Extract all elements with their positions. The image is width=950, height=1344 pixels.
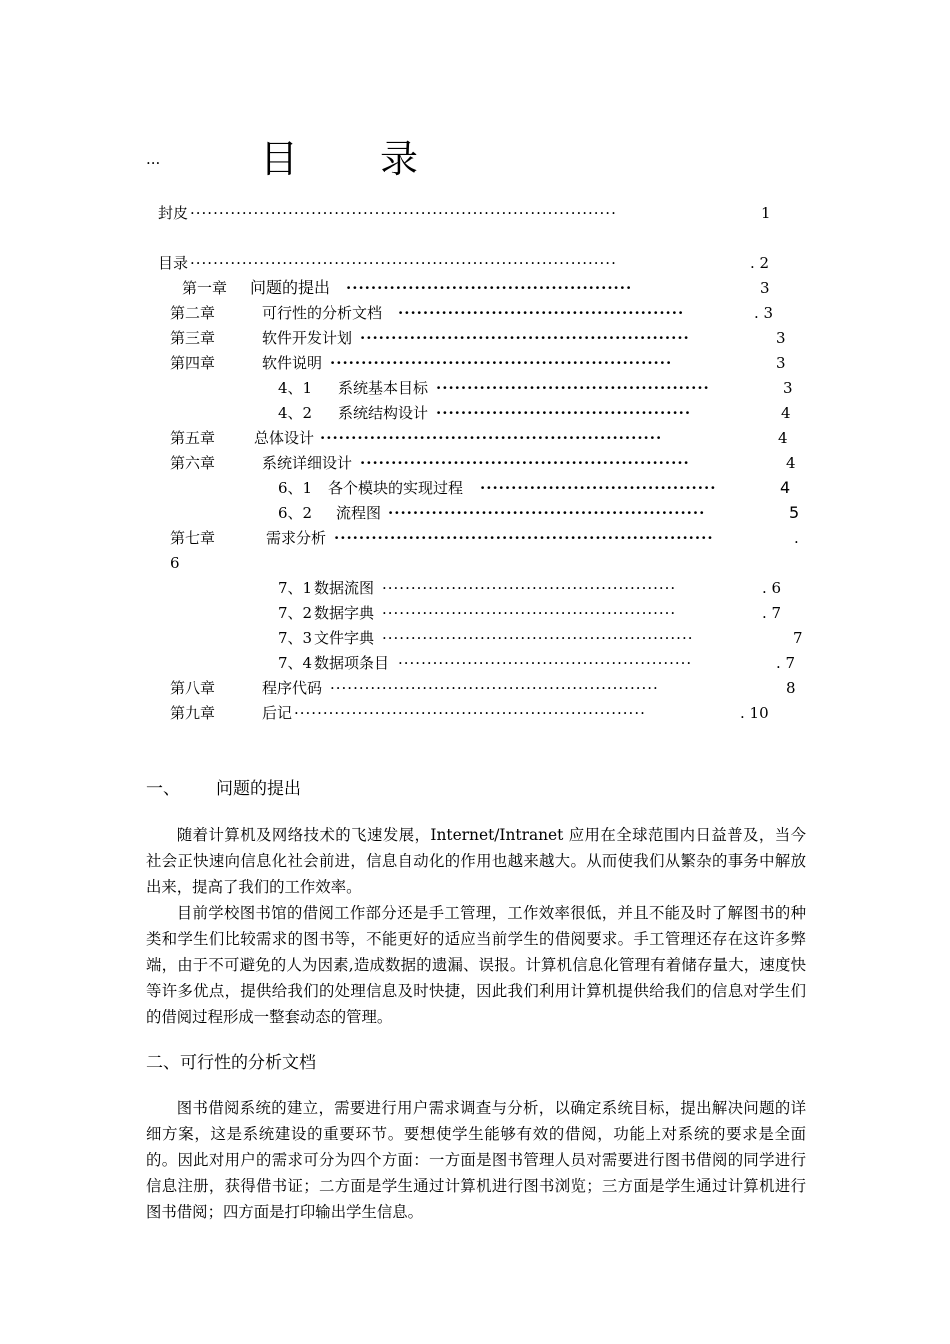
leader-dots: ······················································ [382,629,694,647]
toc-label: 总体设计 [254,429,315,447]
toc-label: 后记 [262,704,293,722]
leader-dots: ····················································· [360,454,690,472]
toc-label: 系统基本目标 [338,379,429,397]
paragraph: 图书借阅系统的建立，需要进行用户需求调查与分析，以确定系统目标，提出解决问题的详细方案，这是系统建设的重要环节。要想使学生能够有效的借阅，功能上对系统的要求是全面的。因此对用户的需求可分为四个方面：一方面是图书管理人员对需要进行图书借阅的同学进行信息注册，获得借书证；二方面是学生通过计算机进行图书浏览；三方面是学生通过计算机进行图书借阅；四方面是打印输出学生信息。 [146,1099,806,1221]
toc-number: 第三章 [170,329,216,347]
leader-dots: ·············································· [346,279,633,297]
section-2-heading: 二、可行性的分析文档 [146,1053,316,1073]
leader-dots: ·········································································· [190,254,617,272]
toc-page: 3 [783,379,793,397]
toc-page: 1 [761,204,771,222]
toc-page: . [794,529,799,547]
toc-page: 4 [786,454,796,472]
leader-dots: ······················································· [330,354,673,372]
section-2-body [146,1095,806,1225]
toc-page: 5 [789,503,800,522]
header-ellipsis: ... [146,150,161,168]
toc-number: 第一章 [182,279,228,297]
toc-label: 各个模块的实现过程 [328,479,464,497]
toc-number: 6、1 [278,479,313,497]
toc-number: 第九章 [170,704,216,722]
toc-label: 问题的提出 [250,278,331,297]
leader-dots: ······················································· [320,429,663,447]
toc-label: 目录 [158,254,189,272]
toc-page: 7 [793,629,803,647]
toc-number: 7、2 [278,604,313,622]
toc-number: 第二章 [170,304,216,322]
toc-number: 第七章 [170,529,216,547]
toc-label: 需求分析 [266,529,327,547]
toc-number: 7、4 [278,654,313,672]
leader-dots: ····················································· [360,329,690,347]
toc-number: 6、2 [278,504,313,522]
leader-dots: ········································· [436,404,692,422]
paragraph: 随着计算机及网络技术的飞速发展，Internet/Intranet 应用在全球范围内日益普及，当今社会正快速向信息化社会前进，信息自动化的作用也越来越大。从而使我们从繁杂的事务中解放出来，提高了我们的工作效率。 [146,826,806,896]
paragraph: 目前学校图书馆的借阅工作部分还是手工管理，工作效率很低，并且不能及时了解图书的种类和学生们比较需求的图书等，不能更好的适应当前学生的借阅要求。手工管理还存在这许多弊端，由于不可避免的人为因素,造成数据的遗漏、误报。计算机信息化管理有着储存量大，速度快等许多优点，提供给我们的处理信息及时快捷，因此我们利用计算机提供给我们的信息对学生们的借阅过程形成一整套动态的管理。 [146,904,806,1026]
toc-label: 文件字典 [314,629,375,647]
toc-page: 4 [780,478,791,497]
toc-page: . 10 [740,704,769,722]
leader-dots: ························································· [330,679,659,697]
leader-dots: ····························································· [334,529,714,547]
section-1-title: 问题的提出 [216,779,301,799]
toc-label: 系统结构设计 [338,404,429,422]
toc-number: 7、3 [278,629,313,647]
section-1-heading [146,774,301,799]
toc-number: 4、2 [278,404,313,422]
title-char-2: 录 [380,137,419,181]
section-1-body [146,822,806,1030]
toc-number: 第五章 [170,429,216,447]
toc-page: . 7 [776,654,796,672]
toc-page: . 6 [762,579,782,597]
toc-label: 软件开发计划 [262,329,353,347]
toc-label: 系统详细设计 [262,454,353,472]
leader-dots: ·········································································· [190,204,617,222]
toc-label: 软件说明 [262,354,323,372]
leader-dots: ············································ [436,379,710,397]
toc-label: 数据流图 [314,579,375,597]
leader-dots: ··················································· [382,604,677,622]
leader-dots: ·············································· [398,304,685,322]
toc-page: . 7 [762,604,782,622]
leader-dots: ··················································· [398,654,693,672]
toc-page: 4 [781,404,791,422]
toc-label: 可行性的分析文档 [262,304,383,322]
title-char-1: 目 [260,137,299,181]
toc-page: 3 [776,354,786,372]
section-1-number: 一、 [146,779,180,799]
toc-number: 第四章 [170,354,216,372]
toc-label: 数据项条目 [314,654,390,672]
toc-page: 8 [786,679,796,697]
toc-number: 第六章 [170,454,216,472]
toc-label: 程序代码 [262,679,323,697]
page-title [260,128,418,183]
toc-label: 封皮 [158,204,189,222]
toc-page: . 2 [750,254,770,272]
toc-label: 数据字典 [314,604,375,622]
toc-page-wrap: 6 [170,554,180,572]
toc-page: . 3 [754,304,774,322]
leader-dots: ······································ [480,479,717,497]
toc-number: 第八章 [170,679,216,697]
toc-number: 7、1 [278,579,313,597]
leader-dots: ··················································· [382,579,677,597]
leader-dots: ····························································· [294,704,646,722]
toc-label: 流程图 [336,504,382,522]
toc-page: 4 [778,429,788,447]
leader-dots: ··················································· [388,504,706,522]
toc-page: 3 [776,329,786,347]
toc-number: 4、1 [278,379,313,397]
toc-page: 3 [760,279,770,297]
